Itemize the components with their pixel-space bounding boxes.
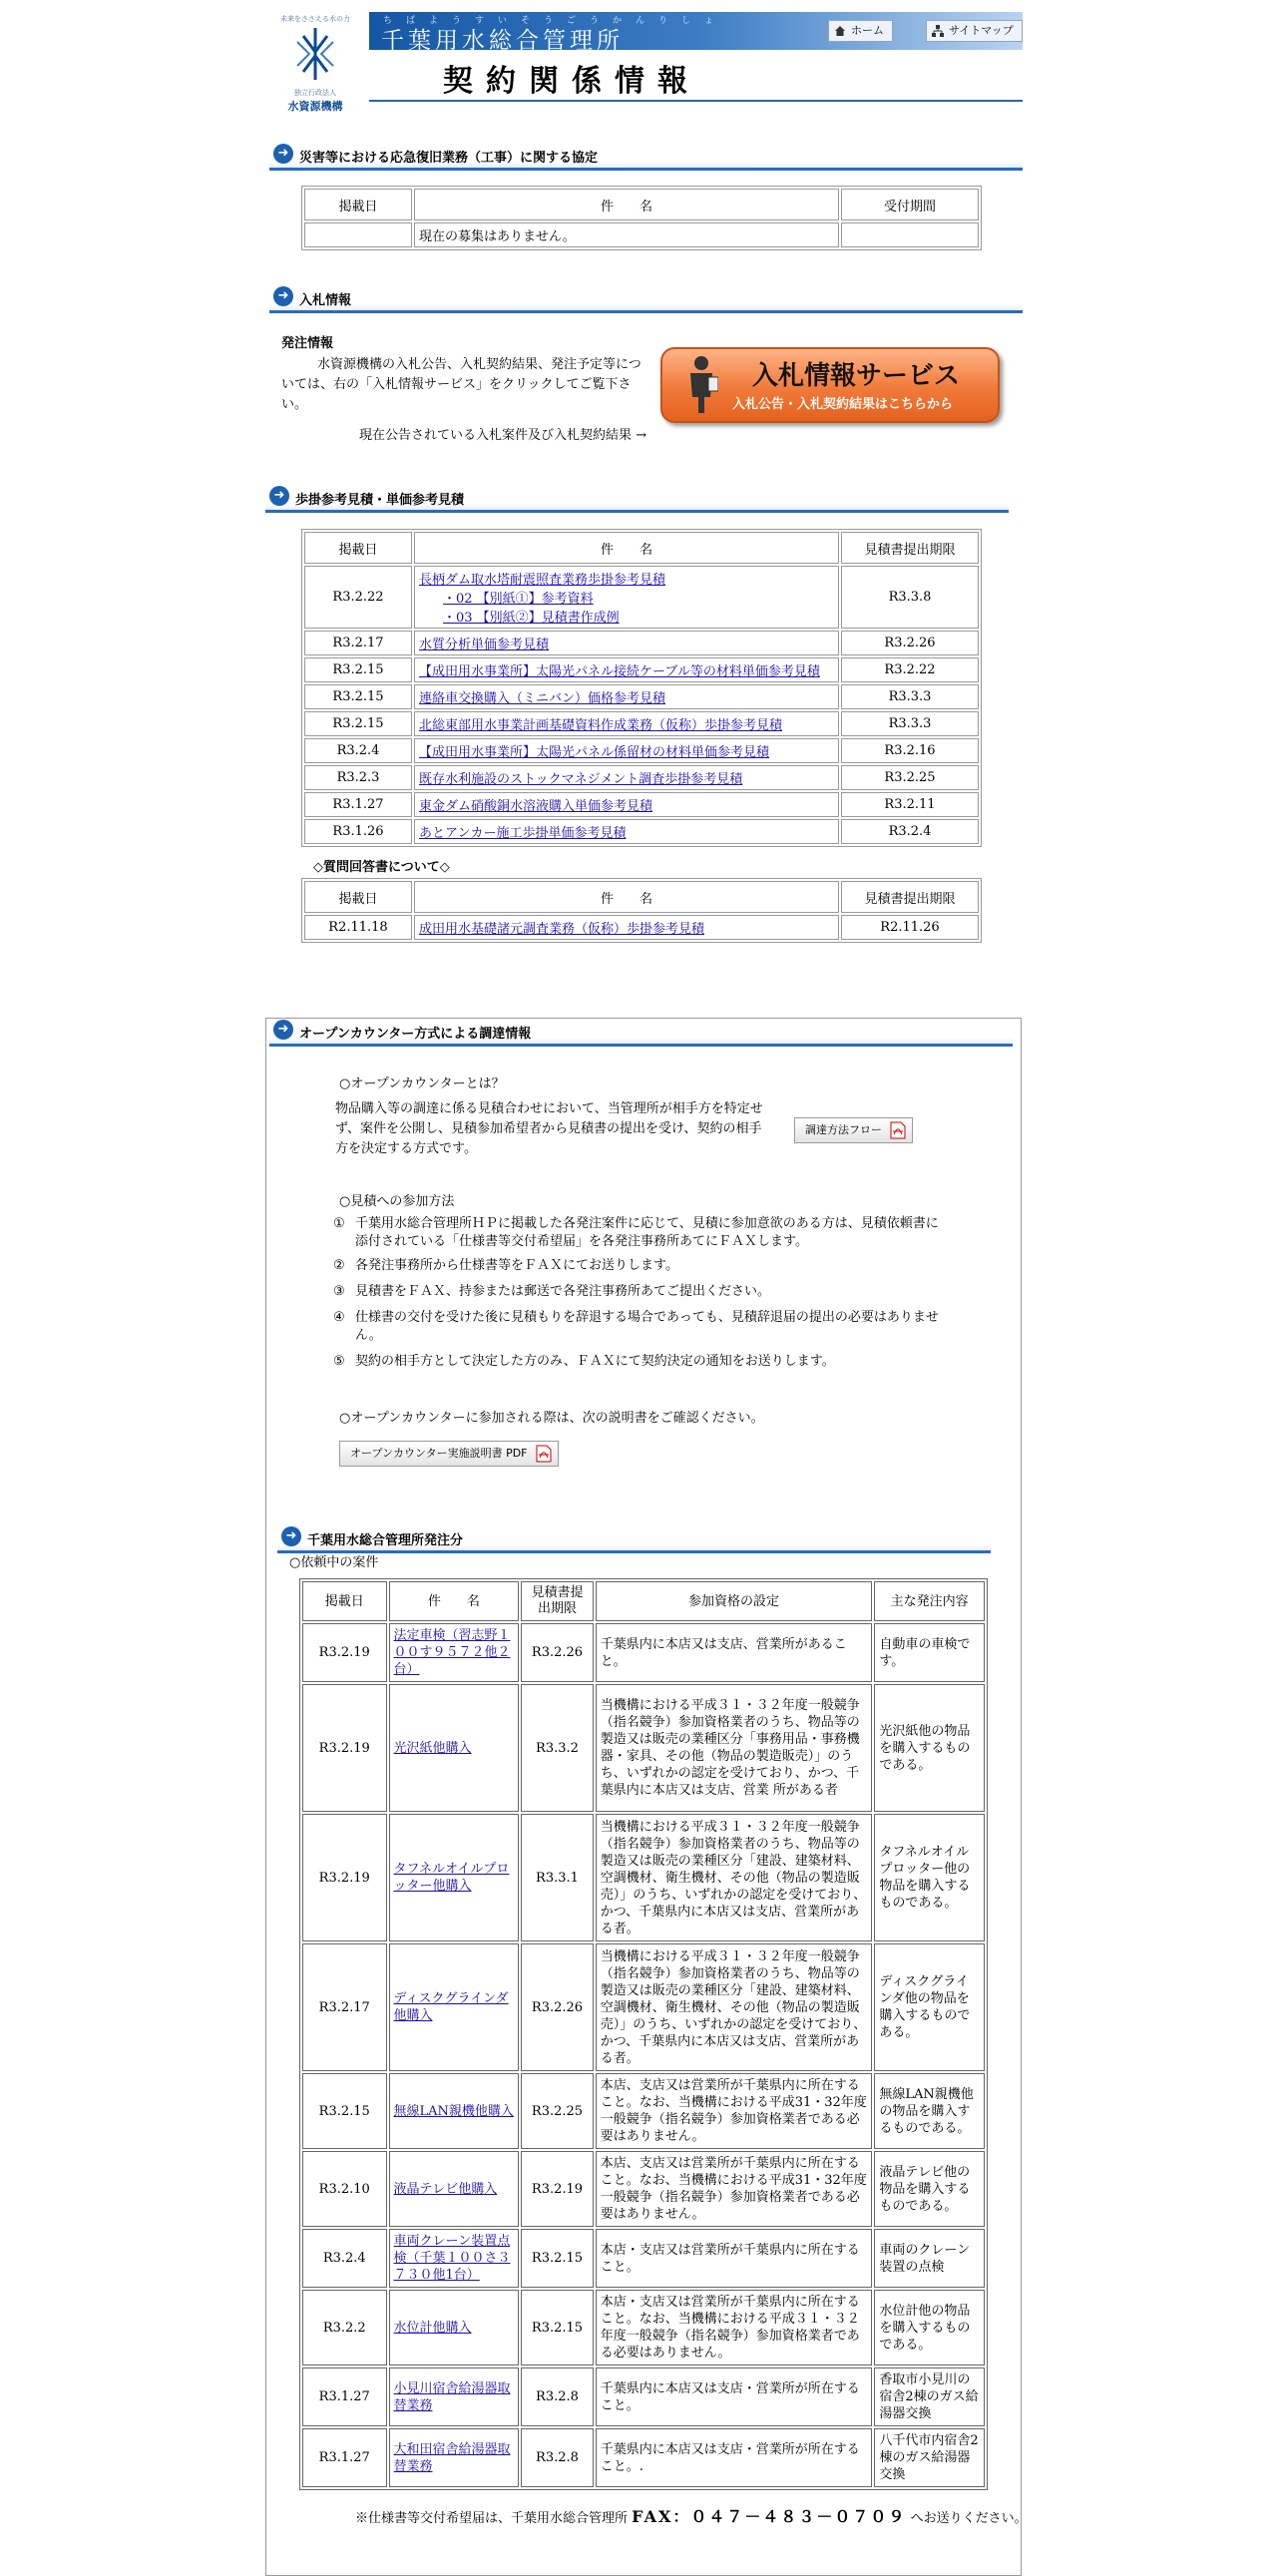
fax-footer-suffix: へお送りください。 [910,2511,1028,2526]
site-logo[interactable] [269,14,361,113]
table-row [304,915,979,940]
section-disaster-heading [269,142,1023,171]
row-date: R3.1.27 [302,2428,387,2487]
col-period: 受付期間 [841,189,979,220]
row-deadline: R3.2.8 [521,2428,593,2487]
step-text: 千葉用水総合管理所ＨＰに掲載した各発注案件に応じて、見積に参加意欲のある方は、見積依頼書に添付されている「仕様書等交付希望届」を各発注事務所あてにＦＡＸします。 [355,1216,939,1249]
table-row [302,2151,985,2227]
row-deadline: R3.2.15 [521,2229,593,2288]
row-deadline: R3.2.26 [841,631,979,655]
arrow-right-icon: ➜ [269,486,289,506]
table-row [304,711,979,736]
row-date: R3.2.19 [302,1684,387,1812]
estimate-link[interactable]: 北総東部用水事業計画基礎資料作成業務（仮称）歩掛参考見積 [419,718,783,733]
logo-tagline: 未来をささえる水の力 [280,15,350,23]
estimates-table [301,529,982,847]
bid-banner-title: 入札情報サービス [752,361,961,391]
arrow-right-icon: ➜ [273,286,293,306]
step-number: ② [333,1258,345,1273]
row-qualification: 当機構における平成３１・３２年度一般競争（指名競争）参加資格業者のうち、物品等の製造又は販売の業種区分「建設、建築材料、空調機材、衛生機材、その他（物品の製造販売）」のうち、いずれかの認定を受けており、かつ、千葉県内に本店又は支店、営業所がある者。 [596,1814,873,1941]
pdf-icon [890,1121,906,1139]
flow-pdf-button[interactable] [794,1117,913,1143]
case-link[interactable]: 無線LAN親機他購入 [393,2103,514,2119]
what-text: 物品購入等の調達に係る見積合わせにおいて、当管理所が相手方を特定せず、案件を公開し、見積参加希望者から見積書の提出を受け、契約の相手方を決定する方式です。 [335,1101,763,1156]
table-row [304,738,979,763]
row-date: R3.2.2 [302,2290,387,2365]
row-date: R3.1.27 [302,2367,387,2426]
row-deadline: R3.2.26 [521,1943,593,2071]
row-content: 香取市小見川の宿舎2棟のガス給湯器交換 [874,2367,985,2426]
row-deadline: R3.2.4 [841,819,979,844]
row-deadline: R3.3.1 [521,1814,593,1941]
estimate-link[interactable]: 東金ダム硝酸銅水溶液購入単価参考見積 [419,799,653,814]
table-row [304,657,979,682]
case-link[interactable]: 水位計他購入 [393,2320,472,2336]
row-date: R3.2.17 [304,631,412,655]
home-button[interactable] [828,20,893,42]
row-date: R3.2.15 [304,684,412,709]
row-content: 水位計他の物品を購入するものである。 [874,2290,985,2365]
list-item [333,1309,942,1345]
qa-heading: ◇質問回答書について◇ [313,860,450,875]
section-label: 災害等における応急復旧業務（工事）に関する協定 [299,151,599,166]
row-date: R3.2.10 [302,2151,387,2227]
row-date: R3.2.15 [304,711,412,736]
col-deadline: 見積書提出期限 [841,532,979,564]
row-deadline: R3.2.8 [521,2367,593,2426]
row-qualification: 当機構における平成３１・３２年度一般競争（指名競争）参加資格業者のうち、物品等の製造又は販売の業種区分「事務用品・事務機器・家具、その他（物品の製造販売）」のうち、いずれかの認定を受けており、かつ、千葉県内に本店又は支店、営業 所がある者 [596,1684,873,1812]
fax-footer-prefix: ※仕様書等交付希望届は、千葉用水総合管理所 [355,2511,629,2526]
row-deadline: R3.2.19 [521,2151,593,2227]
row-date: R3.2.4 [302,2229,387,2288]
row-date: R3.1.27 [304,792,412,817]
table-cell [841,222,979,247]
row-date: R3.1.26 [304,819,412,844]
list-item [333,1283,942,1301]
pdf-icon [536,1445,552,1463]
step-text: 仕様書の交付を受けた後に見積もりを辞退する場合であっても、見積辞退届の提出の必要はありません。 [355,1310,939,1343]
row-date: R3.2.15 [302,2073,387,2149]
row-qualification: 本店・支店又は営業所が千葉県内に所在すること。 [596,2229,873,2288]
estimate-link[interactable]: 既存水利施設のストックマネジメント調査歩掛参考見積 [419,772,743,787]
sitemap-label: サイトマップ [949,24,1014,37]
step-text: 契約の相手方として決定した方のみ、ＦＡＸにて契約決定の通知をお送りします。 [355,1354,835,1369]
row-date: R3.2.22 [304,566,412,629]
row-deadline: R3.3.3 [841,711,979,736]
case-link[interactable]: 光沢紙他購入 [393,1740,472,1756]
row-date: R3.2.3 [304,765,412,790]
case-link[interactable]: 液晶テレビ他購入 [393,2181,498,2197]
row-date: R3.2.19 [302,1623,387,1682]
step-number: ③ [333,1284,345,1299]
row-content: タフネルオイルプロッター他の物品を購入するものである。 [874,1814,985,1941]
section-label: 歩掛参考見積・単価参考見積 [295,493,465,508]
disaster-table [301,186,982,250]
row-deadline: R3.3.2 [521,1684,593,1812]
case-link[interactable]: 大和田宿舎給湯器取替業務 [393,2441,511,2474]
manual-button-label: オープンカウンター実施説明書 PDF [350,1447,528,1460]
row-deadline: R3.2.26 [521,1623,593,1682]
list-item [333,1353,942,1371]
table-row [302,2229,985,2288]
logo-org-small: 独立行政法人 [294,89,336,97]
page-title: 契約関係情報 [443,64,700,99]
step-number: ④ [333,1310,345,1325]
list-item [333,1257,942,1275]
current-bids-link[interactable]: 現在公告されている入札案件及び入札契約結果 → [359,428,647,443]
estimate-link[interactable]: 連絡車交換購入（ミニバン）価格参考見積 [419,691,666,706]
estimate-link[interactable]: 【成田用水事業所】太陽光パネル接続ケーブル等の材料単価参考見積 [419,664,820,679]
step-number: ① [333,1216,345,1231]
table-row [302,2073,985,2149]
row-content: 八千代市内宿舎2棟のガス給湯器交換 [874,2428,985,2487]
col-title: 件 名 [414,881,839,913]
home-icon [834,25,846,37]
row-deadline: R3.2.16 [841,738,979,763]
row-qualification: 千葉県内に本店又は支店、営業所があること。 [596,1623,873,1682]
section-estimates-heading [265,484,1009,513]
qa-table [301,878,982,943]
qa-link[interactable]: 成田用水基礎諸元調査業務（仮称）歩掛参考見積 [419,922,705,937]
row-qualification: 千葉県内に本店又は支店・営業所が所在すること。 [596,2367,873,2426]
col-title: 件 名 [414,189,839,220]
row-date: R3.2.17 [302,1943,387,2071]
row-content: 自動車の車検です。 [874,1623,985,1682]
table-row [304,819,979,844]
manual-pdf-button[interactable] [339,1441,559,1467]
bid-service-banner[interactable] [660,347,1000,423]
how-heading: ○見積への参加方法 [339,1194,455,1209]
case-link[interactable]: 法定車検（習志野１００す９５７２他２台） [393,1628,511,1677]
header-banner [369,12,1023,54]
row-deadline: R2.11.26 [841,915,979,940]
table-row [304,792,979,817]
open-counter-table [299,1578,988,2490]
table-row [302,2367,985,2426]
estimate-link[interactable]: あとアンカー施工歩掛単価参考見積 [419,826,627,841]
col-date: 掲載日 [304,532,412,564]
list-item [333,1215,942,1251]
table-row [302,1814,985,1941]
table-row [304,684,979,709]
row-date: R3.2.19 [302,1814,387,1941]
attachment-link[interactable]: ・02 【別紙①】参考資料 [443,592,594,607]
step-text: 見積書をＦＡＸ、持参または郵送で各発注事務所あてご提出ください。 [355,1284,771,1299]
estimate-link[interactable]: 【成田用水事業所】太陽光パネル係留材の材料単価参考見積 [419,745,770,760]
step-text: 各発注事務所から仕様書等をＦＡＸにてお送りします。 [355,1258,678,1273]
person-icon [684,355,718,415]
row-content: ディスクグラインダ他の物品を購入するものである。 [874,1943,985,2071]
ongoing-label: ○依頼中の案件 [289,1555,379,1570]
row-deadline: R3.3.8 [841,566,979,629]
table-row [304,631,979,655]
row-deadline: R3.3.3 [841,684,979,709]
row-qualification: 本店、支店又は営業所が千葉県内に所在すること。なお、当機構における平成31・32年度一般競争（指名競争）参加資格業者である必要はありません。 [596,2073,873,2149]
case-link[interactable]: ディスクグラインダ他購入 [393,1991,509,2023]
case-link[interactable]: 車両クレーン装置点検（千葉１００さ３７３０他1台） [393,2234,511,2283]
row-qualification: 千葉県内に本店又は支店・営業所が所在すること。. [596,2428,873,2487]
water-drop-logo-icon [285,24,345,84]
fax-number: FAX：０４７－４８３－０７０９ [632,2507,907,2526]
col-qualification: 参加資格の設定 [596,1581,873,1621]
case-link[interactable]: 小見川宿舎給湯器取替業務 [393,2380,511,2413]
col-deadline [521,1581,593,1621]
section-label: オープンカウンター方式による調達情報 [299,1027,532,1042]
row-content: 無線LAN親機他の物品を購入するものである。 [874,2073,985,2149]
fax-footer [355,2507,1028,2528]
row-deadline: R3.2.15 [521,2290,593,2365]
col-date: 掲載日 [304,189,412,220]
notice-text: ○オープンカウンターに参加される際は、次の説明書をご確認ください。 [339,1411,764,1426]
empty-message: 現在の募集はありません。 [414,222,839,247]
table-row [304,765,979,790]
row-deadline: R3.2.11 [841,792,979,817]
bid-banner-sub: 入札公告・入札契約結果はこちらから [732,397,954,412]
table-row [302,2290,985,2365]
bid-subheading: 発注情報 [281,336,334,351]
col-deadline: 見積書提出期限 [841,881,979,913]
section-label: 入札情報 [299,293,352,308]
section-label: 千葉用水総合管理所発注分 [307,1533,464,1548]
col-content: 主な発注内容 [874,1581,985,1621]
row-content: 液晶テレビ他の物品を購入するものである。 [874,2151,985,2227]
row-content: 車両のクレーン装置の点検 [874,2229,985,2288]
sitemap-icon [932,25,944,37]
section-open-counter-heading [269,1018,1013,1047]
arrow-right-icon: ➜ [273,144,293,164]
arrow-right-icon: ➜ [281,1526,301,1546]
section-bid-heading [269,284,1023,313]
attachment-link[interactable]: ・03 【別紙②】見積書作成例 [443,611,620,626]
table-cell [304,222,412,247]
row-date: R3.2.4 [304,738,412,763]
what-heading: ○オープンカウンターとは？ [339,1076,505,1091]
row-deadline: R3.2.22 [841,657,979,682]
banner-ruby: ちばようすいそうごうかんりしょ [383,16,728,26]
bid-description: 水資源機構の入札公告、入札契約結果、発注予定等については、右の「入札情報サービス」をクリックしてご覧下さい。 [281,357,641,412]
table-row [302,2428,985,2487]
row-qualification: 本店・支店又は営業所が千葉県内に所在すること。なお、当機構における平成３１・３２年度一般競争（指名競争）参加資格業者である必要はありません。 [596,2290,873,2365]
arrow-right-icon: ➜ [273,1020,293,1040]
home-label: ホーム [851,24,884,37]
step-number: ⑤ [333,1354,345,1369]
header-divider [369,100,1023,102]
col-date: 掲載日 [304,881,412,913]
row-qualification: 当機構における平成３１・３２年度一般競争（指名競争）参加資格業者のうち、物品等の製造又は販売の業種区分「建設、建築材料、空調機材、衛生機材、その他（物品の製造販売）」のうち、いずれかの認定を受けており、かつ、千葉県内に本店又は支店、営業所がある者。 [596,1943,873,2071]
section-chiba-orders-heading [277,1524,991,1553]
row-date: R2.11.18 [304,915,412,940]
col-date: 掲載日 [302,1581,387,1621]
table-row [302,1623,985,1682]
row-deadline: R3.2.25 [841,765,979,790]
table-row [302,1684,985,1812]
row-deadline: R3.2.25 [521,2073,593,2149]
row-qualification: 本店、支店又は営業所が千葉県内に所在すること。なお、当機構における平成31・32年度一般競争（指名競争）参加資格業者である必要はありません。 [596,2151,873,2227]
sitemap-button[interactable] [926,20,1023,42]
row-date: R3.2.15 [304,657,412,682]
case-link[interactable]: タフネルオイルプロッター他購入 [393,1862,510,1894]
banner-title: 千葉用水総合管理所 [381,28,624,54]
estimate-link[interactable]: 水質分析単価参考見積 [419,638,550,652]
flow-button-label: 調達方法フロー [805,1123,882,1136]
table-row [304,566,979,629]
estimate-link[interactable]: 長柄ダム取水塔耐震照査業務歩掛参考見積 [419,573,666,588]
row-content: 光沢紙他の物品を購入するものである。 [874,1684,985,1812]
col-deadline-label: 見積書提出期限 [531,1585,584,1616]
steps-list [333,1215,942,1371]
col-title: 件 名 [389,1581,520,1621]
logo-org-name: 水資源機構 [287,100,343,113]
table-row [302,1943,985,2071]
col-title: 件 名 [414,532,839,564]
